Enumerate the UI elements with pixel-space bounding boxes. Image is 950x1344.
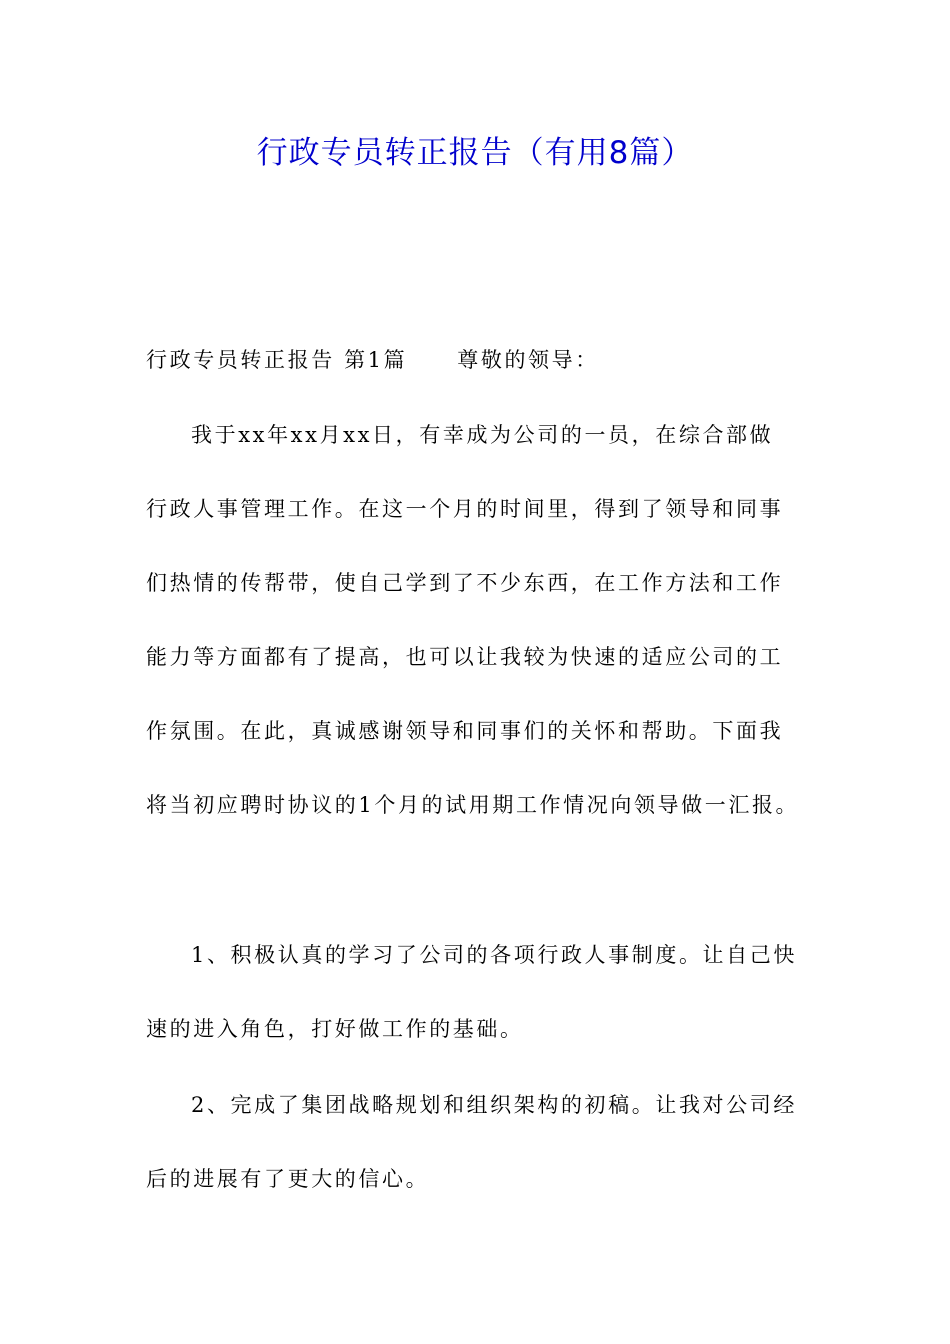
list-item-line: 速的进入角色，打好做工作的基础。 (146, 1017, 524, 1041)
paragraph-line: 行政人事管理工作。在这一个月的时间里，得到了领导和同事 (146, 497, 784, 521)
list-item-line: 2、完成了集团战略规划和组织架构的初稿。让我对公司经 (191, 1093, 797, 1117)
paragraph-line: 能力等方面都有了提高，也可以让我较为快速的适应公司的工 (146, 645, 784, 669)
list-item-line: 后的进展有了更大的信心。 (146, 1167, 430, 1191)
paragraph-line: 我于xx年xx月xx日，有幸成为公司的一员，在综合部做 (191, 423, 774, 447)
paragraph-line: 将当初应聘时协议的1个月的试用期工作情况向领导做一汇报。 (146, 793, 800, 817)
list-item-line: 1、积极认真的学习了公司的各项行政人事制度。让自己快 (191, 943, 797, 967)
document-title: 行政专员转正报告（有用8篇） (256, 135, 694, 171)
section-heading-line (146, 345, 599, 375)
paragraph-line: 作氛围。在此，真诚感谢领导和同事们的关怀和帮助。下面我 (146, 719, 784, 743)
paragraph-line: 们热情的传帮带，使自己学到了不少东西，在工作方法和工作 (146, 571, 784, 595)
section-heading: 行政专员转正报告 第1篇 (146, 348, 408, 372)
salutation: 尊敬的领导： (457, 348, 599, 372)
